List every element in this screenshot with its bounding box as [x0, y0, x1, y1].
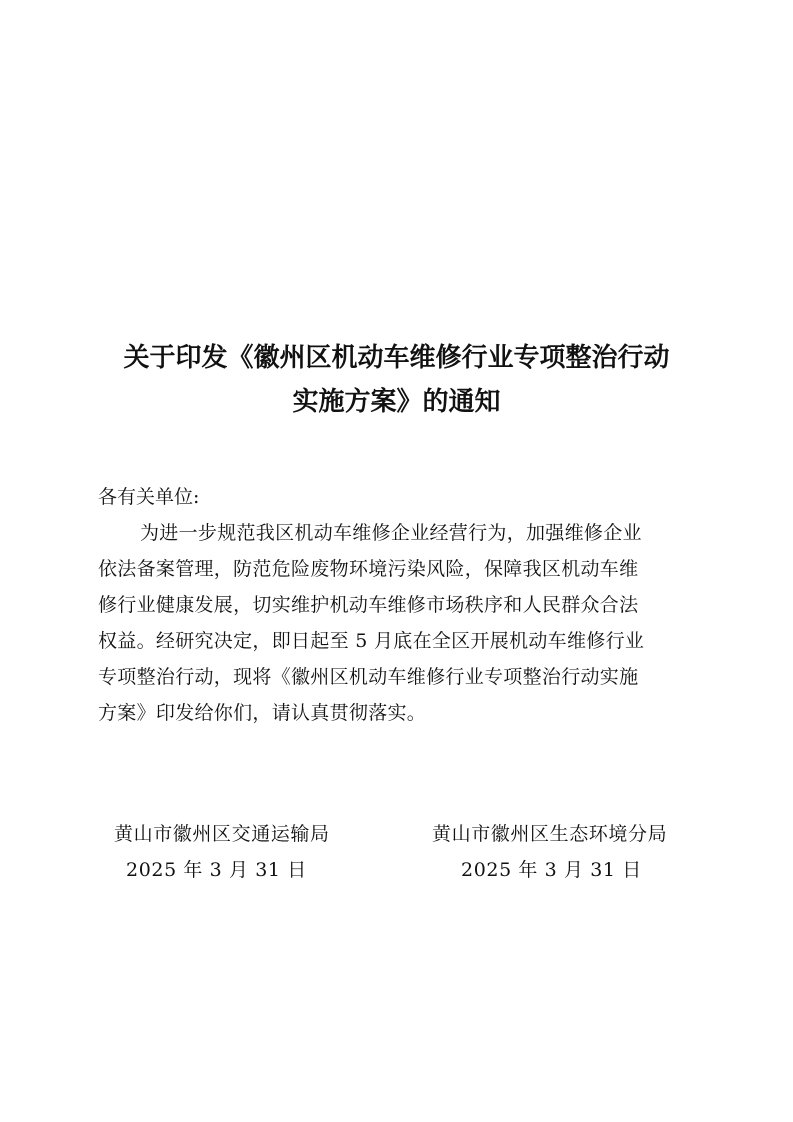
signature-org-left: 黄山市徽州区交通运输局 [114, 823, 330, 845]
salutation: 各有关单位: [98, 486, 200, 508]
signature-org-right: 黄山市徽州区生态环境分局 [432, 823, 668, 845]
body-paragraph-line: 依法备案管理，防范危险废物环境污染风险，保障我区机动车维 [98, 558, 639, 580]
body-paragraph-line: 专项整治行动，现将《徽州区机动车维修行业专项整治行动实施 [98, 666, 639, 688]
document-title-line-1: 关于印发《徽州区机动车维修行业专项整治行动 [123, 343, 670, 373]
body-paragraph-line: 修行业健康发展，切实维护机动车维修市场秩序和人民群众合法 [98, 594, 639, 616]
signature-date-left: 2025 年 3 月 31 日 [126, 859, 307, 881]
body-paragraph-line: 权益。经研究决定，即日起至 5 月底在全区开展机动车维修行业 [98, 630, 645, 652]
document-title-line-2: 实施方案》的通知 [292, 387, 501, 417]
signature-date-right: 2025 年 3 月 31 日 [461, 859, 642, 881]
body-paragraph-line: 方案》印发给你们，请认真贯彻落实。 [98, 702, 427, 724]
body-paragraph-line: 为进一步规范我区机动车维修企业经营行为，加强维修企业 [140, 522, 642, 544]
